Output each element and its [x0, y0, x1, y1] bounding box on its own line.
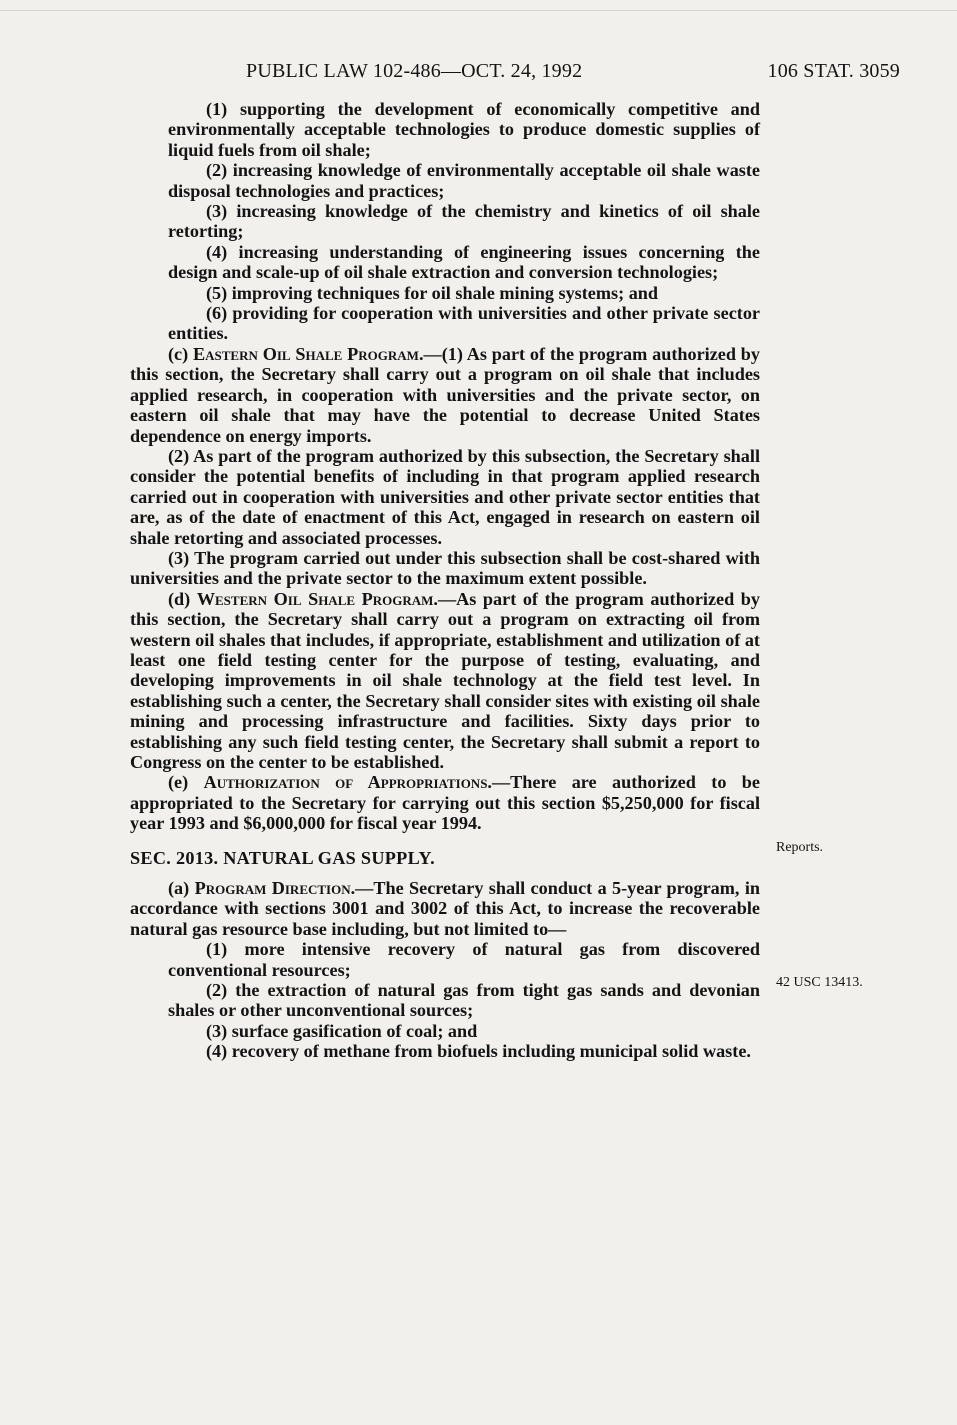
subsection-a-label: (a)	[168, 878, 190, 899]
header-law-citation: PUBLIC LAW 102-486—OCT. 24, 1992	[246, 60, 583, 82]
paragraph-b3: (3) increasing knowledge of the chemistry and kinetics of oil shale retorting;	[168, 201, 760, 242]
subsection-d-text: .—As part of the program authorized by this section, the Secretary shall carry out a program on extracting oil from western oil shales that includes, if appropriate, establishment and utilization of at least one field testing center for the purpose of testing, evaluating, and developing improvements in oil shale technology at the field test level. In establishing such a center, the Secretary shall consider sites with existing oil shale mining and processing infrastructure and facilities. Sixty days prior to establishing any such field testing center, the Secretary shall submit a report to Congress on the center to be established.	[130, 588, 760, 772]
subsection-a-heading: Program Direction	[194, 878, 351, 899]
subsection-c-text: .—(1) As part of the program authorized by this section, the Secretary shall carry out a program on oil shale that includes applied research, in cooperation with universities and the private sector, on eastern oil shale that may have the potential to decrease United States dependence on energy imports.	[130, 343, 761, 446]
header-stat-page: 106 STAT. 3059	[767, 60, 900, 82]
subsection-d-heading: Western Oil Shale Program	[196, 588, 434, 609]
paragraph-b1: (1) supporting the development of economically competitive and environmentally acceptable technologies to produce domestic supplies of liquid fuels from oil shale;	[168, 99, 760, 160]
paragraph-a1: (1) more intensive recovery of natural gas from discovered conventional resources;	[168, 939, 760, 980]
subsection-d	[130, 589, 760, 773]
subsection-e-text: .—There are authorized to be appropriated to the Secretary for carrying out this section $5,250,000 for fiscal year 1993 and $6,000,000 for fiscal year 1994.	[130, 772, 760, 834]
subsection-e	[130, 772, 760, 833]
subsection-d-label: (d)	[168, 588, 191, 609]
subsection-c	[130, 344, 760, 446]
paragraph-b2: (2) increasing knowledge of environmentally acceptable oil shale waste disposal technologies and practices;	[168, 160, 760, 201]
subsection-c-heading: Eastern Oil Shale Program	[193, 343, 419, 364]
body-text	[130, 99, 760, 1062]
subsection-a-text: .—The Secretary shall conduct a 5-year program, in accordance with sections 3001 and 3002 of this Act, to increase the recoverable natural gas resource base including, but not limited to—	[130, 878, 761, 939]
subsection-a	[130, 878, 760, 939]
paragraph-a4: (4) recovery of methane from biofuels including municipal solid waste.	[206, 1041, 751, 1062]
paragraph-b6: (6) providing for cooperation with universities and other private sector entities.	[168, 303, 760, 344]
subsection-c-2: (2) As part of the program authorized by this subsection, the Secretary shall consider the potential benefits of including in that program applied research carried out in cooperation with universities and other private sector entities that are, as of the date of enactment of this Act, engaged in research on eastern oil shale retorting and associated processes.	[130, 445, 760, 548]
section-heading: SEC. 2013. NATURAL GAS SUPPLY.	[130, 847, 435, 868]
margin-note-reports: Reports.	[776, 840, 824, 855]
page-header	[0, 60, 957, 88]
subsection-c-label: (c)	[168, 343, 189, 364]
subsection-c-3: (3) The program carried out under this subsection shall be cost-shared with universities and the private sector to the maximum extent possible.	[130, 547, 760, 589]
paragraph-b4: (4) increasing understanding of engineering issues concerning the design and scale-up of oil shale extraction and conversion technologies;	[168, 241, 760, 283]
margin-note-usc: 42 USC 13413.	[776, 975, 863, 990]
subsection-e-label: (e)	[168, 772, 189, 793]
paragraph-a2: (2) the extraction of natural gas from tight gas sands and devonian shales or other unconventional sources;	[168, 980, 760, 1021]
scan-edge-line	[0, 10, 957, 11]
paragraph-a3: (3) surface gasification of coal; and	[206, 1020, 478, 1041]
subsection-e-heading: Authorization of Appropriations	[203, 772, 488, 793]
paragraph-b5: (5) improving techniques for oil shale mining systems; and	[206, 282, 659, 303]
